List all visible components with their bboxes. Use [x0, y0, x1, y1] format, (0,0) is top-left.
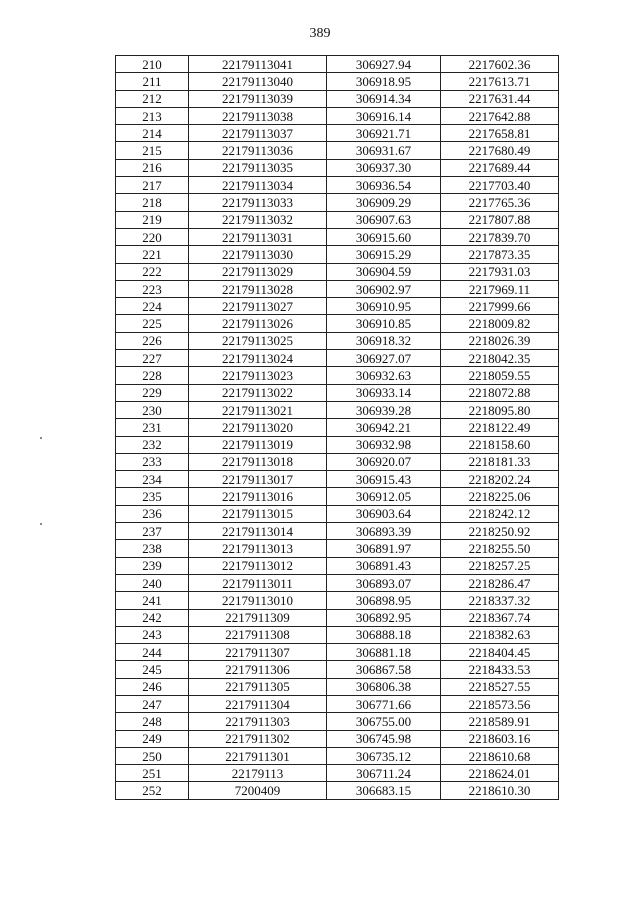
x-coordinate-cell: 306915.43 — [327, 471, 441, 488]
table-row — [116, 125, 559, 142]
table-row — [116, 228, 559, 245]
point-id-cell: 22179113039 — [189, 90, 327, 107]
y-coordinate-cell: 2218433.53 — [441, 661, 559, 678]
table-row — [116, 384, 559, 401]
y-coordinate-cell: 2218589.91 — [441, 713, 559, 730]
table-row — [116, 263, 559, 280]
y-coordinate-cell: 2218250.92 — [441, 523, 559, 540]
x-coordinate-cell: 306891.97 — [327, 540, 441, 557]
y-coordinate-cell: 2217931.03 — [441, 263, 559, 280]
y-coordinate-cell: 2217839.70 — [441, 228, 559, 245]
x-coordinate-cell: 306916.14 — [327, 107, 441, 124]
y-coordinate-cell: 2218158.60 — [441, 436, 559, 453]
table-row — [116, 159, 559, 176]
point-id-cell: 22179113040 — [189, 73, 327, 90]
point-number-cell: 246 — [116, 678, 189, 695]
point-number-cell: 222 — [116, 263, 189, 280]
y-coordinate-cell: 2217658.81 — [441, 125, 559, 142]
point-number-cell: 245 — [116, 661, 189, 678]
scan-speck — [40, 437, 42, 439]
y-coordinate-cell: 2218603.16 — [441, 730, 559, 747]
table-row — [116, 730, 559, 747]
x-coordinate-cell: 306939.28 — [327, 401, 441, 418]
x-coordinate-cell: 306904.59 — [327, 263, 441, 280]
x-coordinate-cell: 306921.71 — [327, 125, 441, 142]
point-number-cell: 229 — [116, 384, 189, 401]
table-row — [116, 453, 559, 470]
point-number-cell: 252 — [116, 782, 189, 799]
point-id-cell: 22179113018 — [189, 453, 327, 470]
point-id-cell: 22179113014 — [189, 523, 327, 540]
point-number-cell: 212 — [116, 90, 189, 107]
point-number-cell: 236 — [116, 505, 189, 522]
x-coordinate-cell: 306806.38 — [327, 678, 441, 695]
point-number-cell: 240 — [116, 574, 189, 591]
table-row — [116, 107, 559, 124]
table-row — [116, 540, 559, 557]
point-number-cell: 232 — [116, 436, 189, 453]
x-coordinate-cell: 306927.94 — [327, 56, 441, 73]
point-number-cell: 227 — [116, 350, 189, 367]
point-number-cell: 239 — [116, 557, 189, 574]
point-id-cell: 22179113 — [189, 765, 327, 782]
x-coordinate-cell: 306933.14 — [327, 384, 441, 401]
table-row — [116, 609, 559, 626]
x-coordinate-cell: 306903.64 — [327, 505, 441, 522]
point-id-cell: 2217911301 — [189, 747, 327, 764]
y-coordinate-cell: 2218367.74 — [441, 609, 559, 626]
table-row — [116, 211, 559, 228]
point-id-cell: 22179113013 — [189, 540, 327, 557]
table-row — [116, 765, 559, 782]
point-number-cell: 230 — [116, 401, 189, 418]
point-id-cell: 22179113025 — [189, 332, 327, 349]
x-coordinate-cell: 306909.29 — [327, 194, 441, 211]
y-coordinate-cell: 2218255.50 — [441, 540, 559, 557]
x-coordinate-cell: 306927.07 — [327, 350, 441, 367]
table-row — [116, 280, 559, 297]
y-coordinate-cell: 2217680.49 — [441, 142, 559, 159]
y-coordinate-cell: 2217613.71 — [441, 73, 559, 90]
point-id-cell: 22179113038 — [189, 107, 327, 124]
coordinates-table — [115, 55, 559, 800]
point-number-cell: 247 — [116, 695, 189, 712]
point-number-cell: 237 — [116, 523, 189, 540]
y-coordinate-cell: 2217631.44 — [441, 90, 559, 107]
table-row — [116, 401, 559, 418]
table-row — [116, 298, 559, 315]
point-number-cell: 228 — [116, 367, 189, 384]
table-row — [116, 367, 559, 384]
point-number-cell: 213 — [116, 107, 189, 124]
point-id-cell: 22179113036 — [189, 142, 327, 159]
point-number-cell: 217 — [116, 177, 189, 194]
point-id-cell: 2217911302 — [189, 730, 327, 747]
x-coordinate-cell: 306942.21 — [327, 419, 441, 436]
x-coordinate-cell: 306711.24 — [327, 765, 441, 782]
x-coordinate-cell: 306912.05 — [327, 488, 441, 505]
point-id-cell: 2217911307 — [189, 644, 327, 661]
point-id-cell: 2217911305 — [189, 678, 327, 695]
point-id-cell: 22179113022 — [189, 384, 327, 401]
point-id-cell: 22179113024 — [189, 350, 327, 367]
table-row — [116, 695, 559, 712]
table-row — [116, 194, 559, 211]
y-coordinate-cell: 2218225.06 — [441, 488, 559, 505]
x-coordinate-cell: 306932.63 — [327, 367, 441, 384]
x-coordinate-cell: 306918.32 — [327, 332, 441, 349]
point-number-cell: 250 — [116, 747, 189, 764]
point-id-cell: 22179113031 — [189, 228, 327, 245]
point-id-cell: 22179113011 — [189, 574, 327, 591]
point-number-cell: 243 — [116, 626, 189, 643]
y-coordinate-cell: 2217642.88 — [441, 107, 559, 124]
table-row — [116, 747, 559, 764]
point-number-cell: 235 — [116, 488, 189, 505]
x-coordinate-cell: 306745.98 — [327, 730, 441, 747]
y-coordinate-cell: 2218095.80 — [441, 401, 559, 418]
point-number-cell: 225 — [116, 315, 189, 332]
table-row — [116, 661, 559, 678]
scan-speck — [40, 523, 42, 525]
y-coordinate-cell: 2218026.39 — [441, 332, 559, 349]
table-row — [116, 350, 559, 367]
point-number-cell: 221 — [116, 246, 189, 263]
point-id-cell: 22179113028 — [189, 280, 327, 297]
x-coordinate-cell: 306771.66 — [327, 695, 441, 712]
table-row — [116, 90, 559, 107]
y-coordinate-cell: 2217969.11 — [441, 280, 559, 297]
table-row — [116, 713, 559, 730]
point-id-cell: 22179113017 — [189, 471, 327, 488]
table-row — [116, 56, 559, 73]
x-coordinate-cell: 306888.18 — [327, 626, 441, 643]
y-coordinate-cell: 2217807.88 — [441, 211, 559, 228]
x-coordinate-cell: 306937.30 — [327, 159, 441, 176]
point-id-cell: 22179113012 — [189, 557, 327, 574]
x-coordinate-cell: 306907.63 — [327, 211, 441, 228]
table-row — [116, 142, 559, 159]
y-coordinate-cell: 2218242.12 — [441, 505, 559, 522]
y-coordinate-cell: 2217999.66 — [441, 298, 559, 315]
x-coordinate-cell: 306932.98 — [327, 436, 441, 453]
point-id-cell: 2217911304 — [189, 695, 327, 712]
coordinates-table-body — [116, 56, 559, 800]
point-id-cell: 2217911303 — [189, 713, 327, 730]
table-row — [116, 488, 559, 505]
x-coordinate-cell: 306683.15 — [327, 782, 441, 799]
table-row — [116, 177, 559, 194]
point-number-cell: 238 — [116, 540, 189, 557]
table-row — [116, 644, 559, 661]
point-number-cell: 220 — [116, 228, 189, 245]
y-coordinate-cell: 2218573.56 — [441, 695, 559, 712]
point-number-cell: 214 — [116, 125, 189, 142]
table-row — [116, 315, 559, 332]
point-number-cell: 210 — [116, 56, 189, 73]
point-number-cell: 234 — [116, 471, 189, 488]
table-row — [116, 782, 559, 799]
page-number: 389 — [309, 26, 331, 41]
y-coordinate-cell: 2218257.25 — [441, 557, 559, 574]
point-number-cell: 224 — [116, 298, 189, 315]
point-number-cell: 216 — [116, 159, 189, 176]
y-coordinate-cell: 2218610.30 — [441, 782, 559, 799]
table-row — [116, 332, 559, 349]
point-id-cell: 22179113019 — [189, 436, 327, 453]
y-coordinate-cell: 2217703.40 — [441, 177, 559, 194]
table-row — [116, 557, 559, 574]
x-coordinate-cell: 306915.60 — [327, 228, 441, 245]
y-coordinate-cell: 2218122.49 — [441, 419, 559, 436]
point-number-cell: 218 — [116, 194, 189, 211]
y-coordinate-cell: 2218286.47 — [441, 574, 559, 591]
table-row — [116, 626, 559, 643]
x-coordinate-cell: 306914.34 — [327, 90, 441, 107]
y-coordinate-cell: 2218072.88 — [441, 384, 559, 401]
point-number-cell: 223 — [116, 280, 189, 297]
point-number-cell: 226 — [116, 332, 189, 349]
y-coordinate-cell: 2218404.45 — [441, 644, 559, 661]
point-id-cell: 2217911306 — [189, 661, 327, 678]
point-id-cell: 22179113033 — [189, 194, 327, 211]
point-id-cell: 22179113026 — [189, 315, 327, 332]
point-id-cell: 22179113015 — [189, 505, 327, 522]
point-id-cell: 2217911309 — [189, 609, 327, 626]
point-id-cell: 22179113020 — [189, 419, 327, 436]
x-coordinate-cell: 306735.12 — [327, 747, 441, 764]
point-id-cell: 22179113027 — [189, 298, 327, 315]
point-number-cell: 244 — [116, 644, 189, 661]
table-row — [116, 592, 559, 609]
point-id-cell: 22179113037 — [189, 125, 327, 142]
point-id-cell: 22179113023 — [189, 367, 327, 384]
x-coordinate-cell: 306920.07 — [327, 453, 441, 470]
y-coordinate-cell: 2217689.44 — [441, 159, 559, 176]
y-coordinate-cell: 2218059.55 — [441, 367, 559, 384]
x-coordinate-cell: 306915.29 — [327, 246, 441, 263]
x-coordinate-cell: 306755.00 — [327, 713, 441, 730]
point-id-cell: 22179113034 — [189, 177, 327, 194]
point-id-cell: 2217911308 — [189, 626, 327, 643]
table-row — [116, 471, 559, 488]
point-id-cell: 22179113029 — [189, 263, 327, 280]
point-id-cell: 22179113035 — [189, 159, 327, 176]
point-id-cell: 22179113021 — [189, 401, 327, 418]
y-coordinate-cell: 2218527.55 — [441, 678, 559, 695]
point-number-cell: 241 — [116, 592, 189, 609]
point-number-cell: 249 — [116, 730, 189, 747]
point-number-cell: 231 — [116, 419, 189, 436]
table-row — [116, 73, 559, 90]
y-coordinate-cell: 2218009.82 — [441, 315, 559, 332]
x-coordinate-cell: 306881.18 — [327, 644, 441, 661]
x-coordinate-cell: 306867.58 — [327, 661, 441, 678]
point-number-cell: 219 — [116, 211, 189, 228]
y-coordinate-cell: 2218181.33 — [441, 453, 559, 470]
point-number-cell: 211 — [116, 73, 189, 90]
y-coordinate-cell: 2218382.63 — [441, 626, 559, 643]
y-coordinate-cell: 2218624.01 — [441, 765, 559, 782]
y-coordinate-cell: 2218337.32 — [441, 592, 559, 609]
point-id-cell: 22179113010 — [189, 592, 327, 609]
y-coordinate-cell: 2218042.35 — [441, 350, 559, 367]
y-coordinate-cell: 2218610.68 — [441, 747, 559, 764]
x-coordinate-cell: 306936.54 — [327, 177, 441, 194]
x-coordinate-cell: 306910.85 — [327, 315, 441, 332]
x-coordinate-cell: 306893.39 — [327, 523, 441, 540]
table-row — [116, 246, 559, 263]
point-number-cell: 248 — [116, 713, 189, 730]
x-coordinate-cell: 306902.97 — [327, 280, 441, 297]
point-id-cell: 22179113016 — [189, 488, 327, 505]
point-id-cell: 22179113030 — [189, 246, 327, 263]
point-number-cell: 251 — [116, 765, 189, 782]
x-coordinate-cell: 306918.95 — [327, 73, 441, 90]
y-coordinate-cell: 2217873.35 — [441, 246, 559, 263]
x-coordinate-cell: 306892.95 — [327, 609, 441, 626]
x-coordinate-cell: 306910.95 — [327, 298, 441, 315]
x-coordinate-cell: 306891.43 — [327, 557, 441, 574]
point-id-cell: 7200409 — [189, 782, 327, 799]
y-coordinate-cell: 2217765.36 — [441, 194, 559, 211]
table-row — [116, 678, 559, 695]
table-row — [116, 574, 559, 591]
point-number-cell: 215 — [116, 142, 189, 159]
x-coordinate-cell: 306931.67 — [327, 142, 441, 159]
table-row — [116, 436, 559, 453]
point-number-cell: 233 — [116, 453, 189, 470]
x-coordinate-cell: 306893.07 — [327, 574, 441, 591]
table-row — [116, 505, 559, 522]
y-coordinate-cell: 2218202.24 — [441, 471, 559, 488]
point-number-cell: 242 — [116, 609, 189, 626]
x-coordinate-cell: 306898.95 — [327, 592, 441, 609]
y-coordinate-cell: 2217602.36 — [441, 56, 559, 73]
table-row — [116, 419, 559, 436]
table-row — [116, 523, 559, 540]
point-id-cell: 22179113032 — [189, 211, 327, 228]
point-id-cell: 22179113041 — [189, 56, 327, 73]
